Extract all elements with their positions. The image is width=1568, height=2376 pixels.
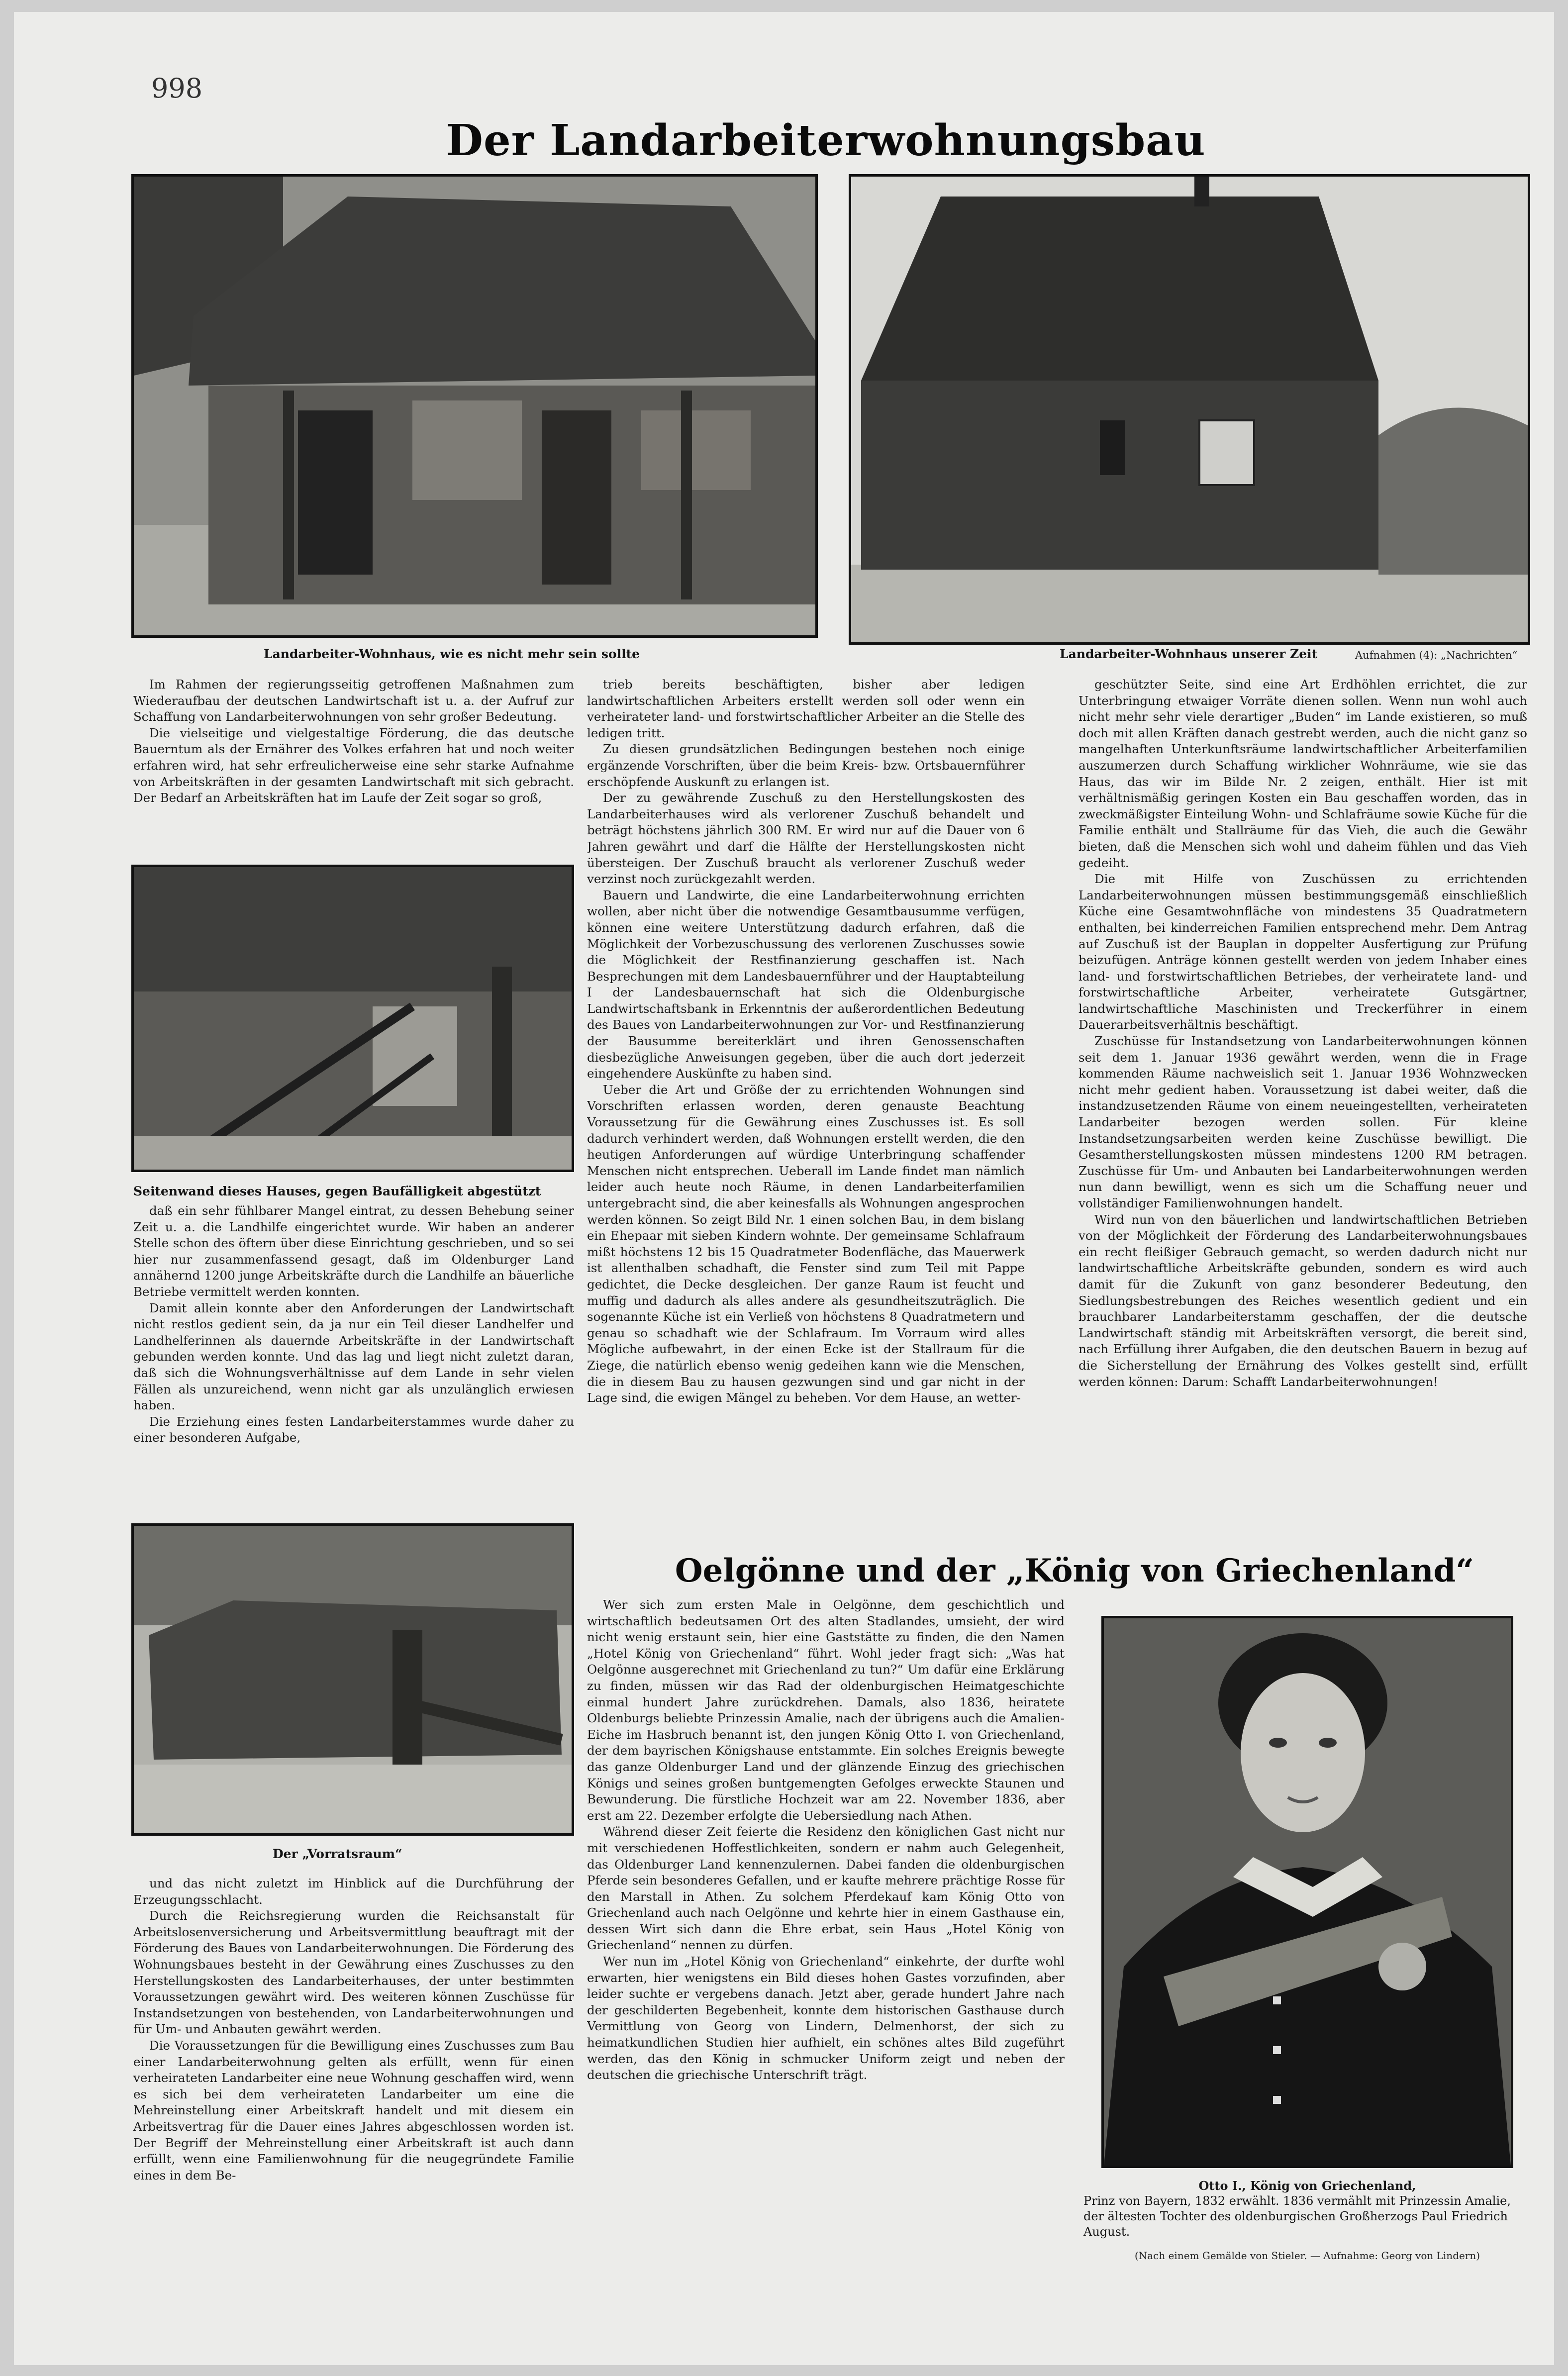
paragraph: Wird nun von den bäuerlichen und landwirtschaftlichen Betrieben von der Möglichkeit der Förderung des Landarbeiterwohnungsbaues ein recht fleißiger Gebrauch gemacht, so werden dadurch nicht nur landwirtschaftliche Arbeitskräfte gebunden, sondern es wird auch damit für die Zukunft von ganz besonderer Bedeutung, den Siedlungsbestrebungen des Reiches wesentlich gedient und ein brauchbarer Landarbeiterstamm geschaffen, der die deutsche Landwirtschaft ständig mit Arbeitskräften versorgt, die bereit sind, nach Erfüllung ihrer Aufgaben, die den deutschen Bauern in bezug auf die Sicherstellung der Ernährung des Volkes gestellt sind, erfüllt werden können: Darum: Schafft Landarbeiterwohnungen! [1078,1212,1527,1389]
portrait-caption [1083,2178,1531,2240]
paragraph: Während dieser Zeit feierte die Residenz den königlichen Gast nicht nur mit verschiedenen Hoffestlichkeiten, sondern er nahm auch Gelegenheit, das Oldenburger Land kennenzulernen. Dabei fanden die oldenburgischen Pferde sein besonderes Gefallen, und er kaufte mehrere prächtige Rosse für den Marstall in Athen. Zu solchem Pferdekauf kam König Otto von Griechenland auch nach Oelgönne und kehrte hier in einem Gasthause ein, dessen Wirt sich dann die Ehre erbat, sein Haus „Hotel König von Griechenland“ nennen zu dürfen. [587,1824,1065,1953]
caption-old-house: Landarbeiter-Wohnhaus, wie es nicht mehr sein sollte [264,647,640,661]
paragraph: Ueber die Art und Größe der zu errichtenden Wohnungen sind Vorschriften erlassen worden, deren genauste Beachtung Voraussetzung für die Gewährung eines Zuschusses ist. Es soll dadurch verhindert werden, daß Wohnungen erstellt werden, die den heutigen Anforderungen auf würdige Unterbringung schaffender Menschen nicht entsprechen. Ueberall im Lande findet man nämlich leider auch heute noch Räume, in denen Landarbeiterfamilien untergebracht sind, die aber keinesfalls als Wohnungen angesprochen werden können. So zeigt Bild Nr. 1 einen solchen Bau, in dem bislang ein Ehepaar mit sieben Kindern wohnte. Der gemeinsame Schlafraum mißt höchstens 12 bis 15 Quadratmeter Bodenfläche, das Mauerwerk ist allenthalben schadhaft, die Fenster sind zum Teil mit Pappe gedichtet, die Decke desgleichen. Der ganze Raum ist feucht und muffig und dadurch als alles andere als gesundheitszuträglich. Die sogenannte Küche ist ein Verließ von höchstens 8 Quadratmetern und genau so schadhaft wie der Schlafraum. Im Vorraum wird alles Mögliche aufbewahrt, in der einen Ecke ist der Stallraum für die Ziege, die natürlich ebenso wenig gedeihen kann wie die Menschen, die in diesem Bau zu hausen gezwungen sind und gar nicht in der Lage sind, die ewigen Mängel zu beheben. Vor dem Hause, an wetter- [587,1082,1025,1405]
portrait-credit: (Nach einem Gemälde von Stieler. — Aufnahme: Georg von Lindern) [1134,2250,1480,2262]
paragraph: Wer sich zum ersten Male in Oelgönne, dem geschichtlich und wirtschaftlich bedeutsamen Ort des alten Stadlandes, umsieht, der wird nicht wenig erstaunt sein, hier eine Gaststätte zu finden, die den Namen „Hotel König von Griechenland“ führt. Wohl jeder fragt sich: „Was hat Oelgönne ausgerechnet mit Griechenland zu tun?“ Um dafür eine Erklärung zu finden, müssen wir das Rad der oldenburgischen Heimatgeschichte einmal hundert Jahre zurückdrehen. Damals, also 1836, heiratete Oldenburgs beliebte Prinzessin Amalie, nach der übrigens auch die Amalien-Eiche im Hasbruch benannt ist, den jungen König Otto I. von Griechenland, der dem bayrischen Königshause entstammte. Ein solches Ereignis bewegte das ganze Oldenburger Land und der glänzende Einzug des griechischen Königs und seines großen buntgemengten Gefolges erweckte Staunen und Bewunderung. Die fürstliche Hochzeit war am 22. November 1836, aber erst am 22. Dezember erfolgte die Uebersiedlung nach Athen. [587,1597,1065,1823]
article-2-body [587,1597,1065,2323]
paragraph: geschützter Seite, sind eine Art Erdhöhlen errichtet, die zur Unterbringung etwaiger Vorräte dienen sollen. Wenn nun wohl auch nicht mehr sehr viele derartiger „Buden“ im Lande existieren, so muß doch mit allen Kräften danach gestrebt werden, auch die nicht ganz so mangelhaften Unterkunftsräume landwirtschaftlicher Arbeiterfamilien auszumerzen durch Schaffung wirklicher Wohnräume, wie sie das Haus, das wir im Bilde Nr. 2 zeigen, enthält. Hier ist mit verhältnismäßig geringen Kosten ein Bau geschaffen worden, das in zweckmäßigster Einteilung Wohn- und Schlafräume sowie Küche für die Familie enthält und Stallräume für das Vieh, die auch die Gewähr bieten, daß die Menschen sich wohl und daheim fühlen und das Vieh gedeiht. [1078,677,1527,870]
photo-new-house [849,174,1530,645]
portrait-caption-title: Otto I., König von Griechenland, [1198,2178,1416,2193]
paragraph: trieb bereits beschäftigten, bisher aber ledigen landwirtschaftlichen Arbeiters erstellt werden soll oder wenn ein verheirateter land- und forstwirtschaftlicher Arbeiter an die Stelle des ledigen tritt. [587,677,1025,740]
paragraph: daß ein sehr fühlbarer Mangel eintrat, zu dessen Behebung seiner Zeit u. a. die Landhilfe eingerichtet wurde. Wir haben an anderer Stelle schon des öftern über diese Einrichtung geschrieben, und so sei hier nur zusammenfassend gesagt, daß im Oldenburger Land annähernd 1200 junge Arbeitskräfte durch die Landhilfe an bäuerliche Betriebe vermittelt werden konnten. [133,1203,574,1299]
paragraph: Damit allein konnte aber den Anforderungen der Landwirtschaft nicht restlos gedient sein, da ja nur ein Teil dieser Landhelfer und Landhelferinnen als dauernde Arbeitskräfte in der Landwirtschaft gebunden werden konnte. Und das lag und liegt nicht zuletzt daran, daß sich die Wohnungsverhältnisse auf dem Lande in sehr vielen Fällen als unzureichend, wenn nicht gar als unzulänglich erwiesen haben. [133,1300,574,1413]
column-3 [1078,677,1527,1537]
paragraph: Zuschüsse für Instandsetzung von Landarbeiterwohnungen können seit dem 1. Januar 1936 gewährt werden, wenn die in Frage kommenden Räume nachweislich seit 1. Januar 1936 Wohnzwecken nicht mehr gedient haben. Voraussetzung ist dabei weiter, daß die instandzusetzenden Räume von einem neueingestellten, verheirateten Landarbeiter bezogen werden sollen. Für kleine Instandsetzungsarbeiten werden keine Zuschüsse bewilligt. Die Gesamtherstellungskosten müssen mindestens 1200 RM betragen. Zuschüsse für Um- und Anbauten bei Landarbeiterwohnungen werden nun dann bewilligt, wenn es sich um die Schaffung neuer und vollständiger Familienwohnungen handelt. [1078,1034,1527,1210]
paragraph: Die Erziehung eines festen Landarbeiterstammes wurde daher zu einer besonderen Aufgabe, [133,1414,574,1445]
paragraph: Die vielseitige und vielgestaltige Förderung, die das deutsche Bauerntum als der Ernährer des Volkes erfahren hat und noch weiter erfahren wird, hat sehr erfreulicherweise eine sehr starke Aufnahme von Arbeitskräften in der gesamten Landwirtschaft mit sich gebracht. Der Bedarf an Arbeitskräften hat im Laufe der Zeit sogar so groß, [133,725,574,805]
paragraph: Die Voraussetzungen für die Bewilligung eines Zuschusses zum Bau einer Landarbeiterwohnung gelten als erfüllt, wenn für einen verheirateten Landarbeiter eine neue Wohnung geschaffen wird, wenn es sich bei dem verheirateten Landarbeiter um eine die Mehreinstellung einer Arbeitskraft handelt und mit diesem ein Arbeitsvertrag für die Dauer eines Jahres abgeschlossen worden ist. Der Begriff der Mehreinstellung einer Arbeitskraft ist auch dann erfüllt, wenn eine Familienwohnung für die neugegründete Familie eines in dem Be- [133,2038,574,2182]
paragraph: und das nicht zuletzt im Hinblick auf die Durchführung der Erzeugungsschlacht. [133,1876,574,1907]
article-2-title: Oelgönne und der „König von Griechenland“ [675,1552,1474,1589]
caption-new-house: Landarbeiter-Wohnhaus unserer Zeit [1060,647,1318,661]
paragraph: Bauern und Landwirte, die eine Landarbeiterwohnung errichten wollen, aber nicht über die notwendige Gesamtbausumme verfügen, können eine weitere Unterstützung dadurch erfahren, daß die Möglichkeit der Vorbezuschussung des verlorenen Zuschusses sowie die Möglichkeit der Restfinanzierung geschaffen ist. Nach Besprechungen mit dem Landesbauernführer und der Hauptabteilung I der Landesbauernschaft hat sich die Oldenburgische Landwirtschaftsbank in Erkenntnis der außerordentlichen Bedeutung des Baues von Landarbeiterwohnungen zur Vor- und Restfinanzierung der Bausumme bereiterklärt und ihren Genossenschaften diesbezügliche Anweisungen gegeben, über die auch dort jederzeit eingehendere Auskünfte zu haben sind. [587,888,1025,1081]
paragraph: Die mit Hilfe von Zuschüssen zu errichtenden Landarbeiterwohnungen müssen bestimmungsgemäß einschließlich Küche eine Gesamtwohnfläche von mindestens 35 Quadratmetern enthalten, bei kinderreichen Familien entsprechend mehr. Dem Antrag auf Zuschuß ist der Bauplan in doppelter Ausfertigung zur Prüfung beizufügen. Anträge können gestellt werden von jedem Inhaber eines land- und forstwirtschaftlichen Betriebes, der verheiratete land- und forstwirtschaftliche Arbeiter, verheiratete Gutsgärtner, landwirtschaftliche Maschinisten und Treckerführer in einem Dauerarbeitsverhältnis beschäftigt. [1078,872,1527,1032]
portrait-caption-text: Prinz von Bayern, 1832 erwählt. 1836 vermählt mit Prinzessin Amalie, der ältesten Tochter des oldenburgischen Großherzogs Paul Friedrich August. [1083,2194,1511,2239]
column-1-bottom [133,1876,574,2303]
photo-storage [131,1523,574,1836]
paragraph: Im Rahmen der regierungsseitig getroffenen Maßnahmen zum Wiederaufbau der deutschen Landwirtschaft ist u. a. der Aufruf zur Schaffung von Landarbeiterwohnungen von sehr großer Bedeutung. [133,677,574,724]
photo-side-wall [131,865,574,1172]
paragraph: Zu diesen grundsätzlichen Bedingungen bestehen noch einige ergänzende Vorschriften, über die beim Kreis- bzw. Ortsbauernführer erschöpfende Auskunft zu erlangen ist. [587,742,1025,789]
column-1-middle [133,1203,574,1510]
column-2 [587,677,1025,1543]
portrait-otto-i [1101,1616,1513,2168]
caption-storage: Der „Vorratsraum“ [273,1847,402,1861]
photo-credit: Aufnahmen (4): „Nachrichten“ [1355,649,1518,661]
page-number: 998 [151,73,203,104]
paragraph: Durch die Reichsregierung wurden die Reichsanstalt für Arbeitslosenversicherung und Arbeitsvermittlung beauftragt mit der Förderung des Baues von Landarbeiterwohnungen. Die Förderung des Wohnungsbaues besteht in der Gewährung eines Zuschusses zu den Herstellungskosten des Landarbeiterhauses, der unter bestimmten Voraussetzungen gewährt wird. Des weiteren können Zuschüsse für Instandsetzungen von bestehenden, von Landarbeiterwohnungen und für Um- und Anbauten gewährt werden. [133,1908,574,2037]
column-1-top [133,677,574,849]
paragraph: Wer nun im „Hotel König von Griechenland“ einkehrte, der durfte wohl erwarten, hier wenigstens ein Bild dieses hohen Gastes vorzufinden, aber leider suchte er vergebens danach. Jetzt aber, gerade hundert Jahre nach der geschilderten Begebenheit, konnte dem historischen Gasthause durch Vermittlung von Georg von Lindern, Delmenhorst, der sich zu heimatkundlichen Studien hier aufhielt, ein schönes altes Bild zugeführt werden, das den König in schmucker Uniform zeigt und neben der deutschen die griechische Unterschrift trägt. [587,1954,1065,2082]
paragraph: Der zu gewährende Zuschuß zu den Herstellungskosten des Landarbeiterhauses wird als verlorener Zuschuß behandelt und beträgt höchstens jährlich 300 RM. Er wird nur auf die Dauer von 6 Jahren gewährt und darf die Hälfte der Herstellungskosten nicht übersteigen. Der Zuschuß braucht als verlorener Zuschuß weder verzinst noch zurückgezahlt werden. [587,791,1025,887]
article-title: Der Landarbeiterwohnungsbau [446,115,1206,166]
caption-side-wall: Seitenwand dieses Hauses, gegen Baufälligkeit abgestützt [133,1184,541,1198]
photo-old-house [131,174,818,638]
